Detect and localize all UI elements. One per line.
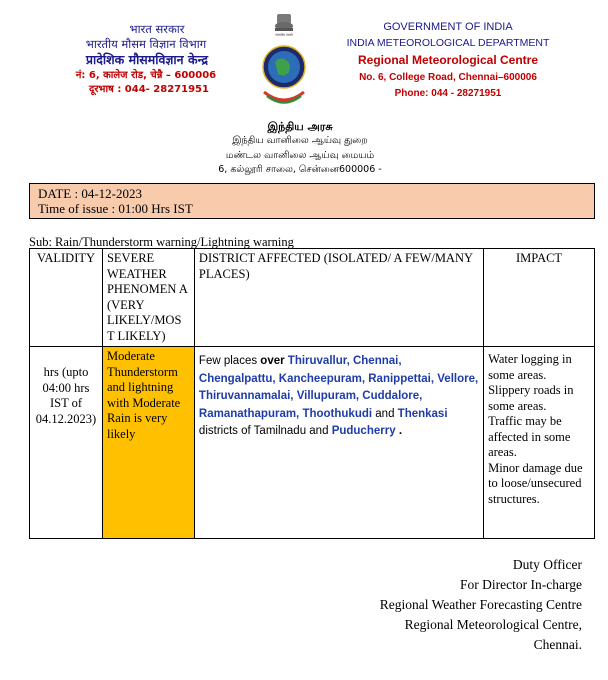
signature-duty-officer: Duty Officer	[512, 557, 582, 572]
english-centre-line: Regional Meteorological Centre	[357, 53, 539, 67]
impact-cell	[484, 347, 595, 539]
hindi-govt-line: भारत सरकार	[129, 22, 185, 36]
hindi-centre-line: प्रादेशिक मौसमविज्ञान केन्द्र	[85, 52, 209, 67]
english-address-line: No. 6, College Road, Chennai–600006	[359, 72, 537, 83]
hindi-address-line: नं: 6, कालेज रोड, चेन्नै – 600006	[75, 70, 217, 81]
header-validity: VALIDITY	[30, 249, 103, 347]
district-prefix: Few places	[198, 355, 258, 367]
district-thenkasi: Thenkasi	[397, 407, 448, 420]
date-box	[29, 183, 595, 219]
hindi-dept-line: भारतीय मौसम विज्ञान विभाग	[85, 37, 207, 51]
issue-time: Time of issue : 01:00 Hrs IST	[38, 201, 193, 216]
impact-item: Traffic may be affected in some areas.	[488, 414, 571, 459]
issue-date: DATE : 04-12-2023	[38, 186, 142, 201]
table-header-row	[30, 249, 595, 347]
signature-block	[380, 555, 582, 655]
header-phenomena: SEVERE WEATHER PHENOMEN A (VERY LIKELY/MOS T LIKELY)	[102, 249, 194, 347]
header-district: DISTRICT AFFECTED (ISOLATED/ A FEW/MANY PLACES)	[194, 249, 483, 347]
svg-text:सत्यमेव जयते: सत्यमेव जयते	[275, 33, 293, 37]
district-mid: districts of Tamilnadu and	[198, 425, 329, 437]
english-govt-line: GOVERNMENT OF INDIA	[383, 21, 513, 33]
english-dept-line: INDIA METEOROLOGICAL DEPARTMENT	[346, 37, 550, 49]
tamil-govt-line: இந்திய அரசு	[267, 120, 333, 133]
tamil-address-line: 6, கல்லூரி சாலை, சென்னை600006 -	[218, 164, 382, 175]
impact-item: Water logging in some areas.	[488, 352, 572, 382]
tamil-centre-line: மண்டல வானிலை ஆய்வு மையம்	[225, 150, 375, 161]
english-phone-line: Phone: 044 - 28271951	[394, 88, 502, 99]
hindi-phone-line: दूरभाष : 044- 28271951	[89, 84, 209, 95]
tamil-dept-line: இந்திய வானிலை ஆய்வு துறை	[232, 135, 368, 146]
imd-emblem-logo	[258, 12, 310, 108]
impact-item: Slippery roads in some areas.	[488, 383, 574, 413]
district-and: and	[375, 407, 395, 420]
district-cell	[194, 347, 483, 539]
impact-item: Minor damage due to loose/unsecured structures.	[488, 460, 583, 506]
table-row	[30, 347, 595, 539]
signature-rmc: Regional Meteorological Centre,	[404, 617, 582, 632]
phenomena-cell: Moderate Thunderstorm and lightning with Moderate Rain is very likely	[102, 347, 194, 539]
ashoka-emblem-icon	[275, 14, 294, 37]
district-end: .	[398, 425, 403, 437]
signature-rwfc: Regional Weather Forecasting Centre	[379, 597, 582, 612]
subject-line: Sub: Rain/Thunderstorm warning/Lightning warning	[29, 235, 294, 249]
validity-cell: hrs (upto 04:00 hrs IST of 04.12.2023)	[30, 347, 103, 539]
warning-table	[29, 248, 595, 539]
signature-director: For Director In-charge	[460, 577, 582, 592]
district-list: Thiruvallur, Chennai, Chengalpattu, Kancheepuram, Ranippettai, Vellore, Thiruvannamalai, Villupuram, Cuddalore, Ramanathapuram, Thoothukudi	[198, 355, 479, 420]
district-over: over	[260, 355, 285, 367]
signature-city: Chennai.	[533, 637, 582, 652]
imd-globe-icon	[263, 46, 305, 88]
header-impact: IMPACT	[484, 249, 595, 347]
district-puducherry: Puducherry	[331, 425, 396, 437]
